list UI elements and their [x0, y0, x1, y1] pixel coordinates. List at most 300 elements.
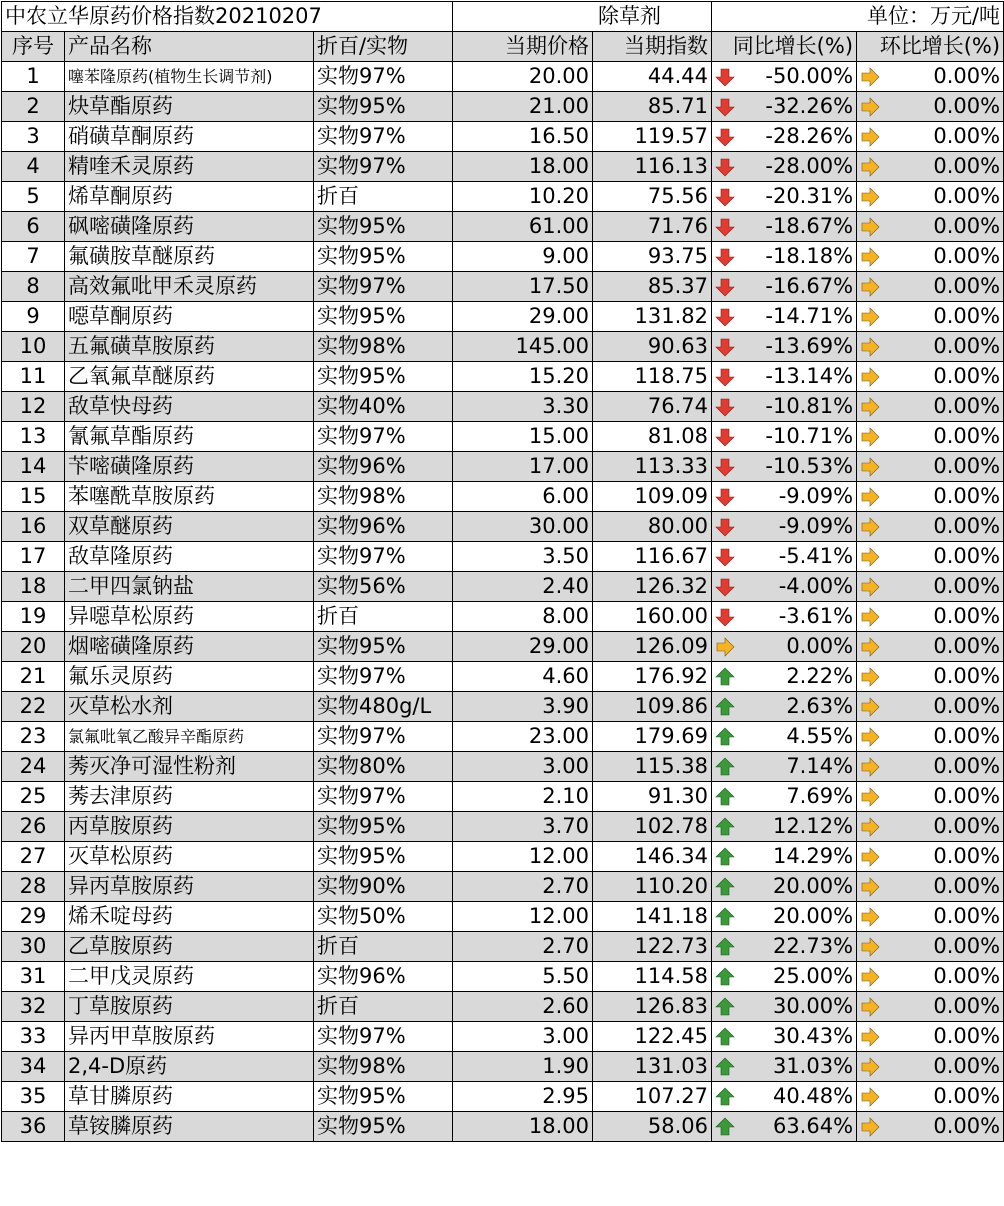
cell-mom: 0.00%: [857, 872, 1004, 902]
cell-mom: 0.00%: [857, 842, 1004, 872]
table-row: [2, 422, 1004, 452]
table-row: [2, 992, 1004, 1022]
arrow-right-icon: [860, 877, 880, 897]
arrow-right-icon: [860, 967, 880, 987]
cell-index: 44.44: [593, 62, 712, 92]
cell-spec: 实物95%: [314, 842, 453, 872]
header-row: [2, 32, 1004, 62]
cell-index: 91.30: [593, 782, 712, 812]
cell-product-name: 草甘膦原药: [65, 1082, 314, 1112]
arrow-up-icon: [715, 847, 735, 867]
cell-product-name: 丁草胺原药: [65, 992, 314, 1022]
cell-index: 141.18: [593, 902, 712, 932]
cell-index: 110.20: [593, 872, 712, 902]
cell-mom: 0.00%: [857, 422, 1004, 452]
cell-price: 3.00: [453, 1022, 593, 1052]
cell-no: 18: [2, 572, 65, 602]
cell-spec: 折百: [314, 602, 453, 632]
cell-product-name: 二甲戊灵原药: [65, 962, 314, 992]
table-row: [2, 92, 1004, 122]
cell-spec: 实物97%: [314, 722, 453, 752]
arrow-right-icon: [860, 637, 880, 657]
cell-yoy: -50.00%: [712, 62, 857, 92]
table-row: [2, 482, 1004, 512]
cell-yoy: 30.43%: [712, 1022, 857, 1052]
arrow-right-icon: [860, 1117, 880, 1137]
cell-price: 2.95: [453, 1082, 593, 1112]
arrow-up-icon: [715, 997, 735, 1017]
arrow-right-icon: [860, 247, 880, 267]
table-row: [2, 932, 1004, 962]
arrow-up-icon: [715, 877, 735, 897]
cell-no: 7: [2, 242, 65, 272]
cell-product-name: 草铵膦原药: [65, 1112, 314, 1142]
cell-price: 3.00: [453, 752, 593, 782]
table-row: [2, 302, 1004, 332]
table-title: 中农立华原药价格指数20210207: [2, 2, 453, 32]
cell-index: 176.92: [593, 662, 712, 692]
cell-spec: 实物96%: [314, 452, 453, 482]
arrow-right-icon: [860, 367, 880, 387]
cell-no: 17: [2, 542, 65, 572]
cell-index: 109.09: [593, 482, 712, 512]
cell-mom: 0.00%: [857, 662, 1004, 692]
cell-price: 3.50: [453, 542, 593, 572]
cell-price: 18.00: [453, 152, 593, 182]
cell-mom: 0.00%: [857, 212, 1004, 242]
cell-spec: 实物95%: [314, 302, 453, 332]
table-row: [2, 392, 1004, 422]
cell-product-name: 丙草胺原药: [65, 812, 314, 842]
arrow-right-icon: [860, 427, 880, 447]
cell-price: 15.20: [453, 362, 593, 392]
cell-no: 31: [2, 962, 65, 992]
cell-mom: 0.00%: [857, 362, 1004, 392]
arrow-right-icon: [860, 937, 880, 957]
cell-no: 20: [2, 632, 65, 662]
cell-product-name: 异丙甲草胺原药: [65, 1022, 314, 1052]
cell-spec: 折百: [314, 992, 453, 1022]
cell-mom: 0.00%: [857, 1112, 1004, 1142]
arrow-up-icon: [715, 1027, 735, 1047]
cell-product-name: 氟磺胺草醚原药: [65, 242, 314, 272]
arrow-right-icon: [860, 847, 880, 867]
cell-price: 17.00: [453, 452, 593, 482]
cell-index: 116.67: [593, 542, 712, 572]
cell-mom: 0.00%: [857, 962, 1004, 992]
table-row: [2, 452, 1004, 482]
unit-label: 单位：万元/吨: [712, 2, 1004, 32]
arrow-right-icon: [860, 67, 880, 87]
cell-yoy: -4.00%: [712, 572, 857, 602]
cell-no: 28: [2, 872, 65, 902]
cell-product-name: 烟嘧磺隆原药: [65, 632, 314, 662]
cell-product-name: 乙草胺原药: [65, 932, 314, 962]
cell-spec: 实物97%: [314, 542, 453, 572]
cell-spec: 实物95%: [314, 812, 453, 842]
arrow-right-icon: [860, 307, 880, 327]
arrow-right-icon: [860, 1027, 880, 1047]
cell-no: 36: [2, 1112, 65, 1142]
arrow-up-icon: [715, 697, 735, 717]
cell-no: 13: [2, 422, 65, 452]
cell-yoy: -5.41%: [712, 542, 857, 572]
cell-index: 122.45: [593, 1022, 712, 1052]
header-index: 当期指数: [593, 32, 712, 62]
arrow-right-icon: [860, 577, 880, 597]
arrow-down-icon: [715, 607, 735, 627]
cell-spec: 实物95%: [314, 242, 453, 272]
cell-mom: 0.00%: [857, 632, 1004, 662]
cell-price: 30.00: [453, 512, 593, 542]
arrow-down-icon: [715, 427, 735, 447]
cell-mom: 0.00%: [857, 122, 1004, 152]
cell-price: 2.40: [453, 572, 593, 602]
cell-no: 15: [2, 482, 65, 512]
cell-mom: 0.00%: [857, 392, 1004, 422]
cell-yoy: 4.55%: [712, 722, 857, 752]
cell-product-name: 苄嘧磺隆原药: [65, 452, 314, 482]
cell-spec: 实物98%: [314, 1052, 453, 1082]
table-row: [2, 122, 1004, 152]
cell-price: 5.50: [453, 962, 593, 992]
cell-product-name: 敌草隆原药: [65, 542, 314, 572]
cell-yoy: 7.69%: [712, 782, 857, 812]
cell-product-name: 莠灭净可湿性粉剂: [65, 752, 314, 782]
cell-index: 126.09: [593, 632, 712, 662]
cell-price: 6.00: [453, 482, 593, 512]
table-row: [2, 362, 1004, 392]
cell-product-name: 高效氟吡甲禾灵原药: [65, 272, 314, 302]
arrow-right-icon: [860, 727, 880, 747]
cell-no: 3: [2, 122, 65, 152]
cell-price: 2.70: [453, 872, 593, 902]
cell-index: 114.58: [593, 962, 712, 992]
table-row: [2, 512, 1004, 542]
cell-product-name: 苯噻酰草胺原药: [65, 482, 314, 512]
cell-yoy: -13.14%: [712, 362, 857, 392]
cell-price: 10.20: [453, 182, 593, 212]
table-row: [2, 152, 1004, 182]
cell-index: 75.56: [593, 182, 712, 212]
table-row: [2, 62, 1004, 92]
cell-no: 32: [2, 992, 65, 1022]
cell-index: 115.38: [593, 752, 712, 782]
cell-no: 12: [2, 392, 65, 422]
header-mom: 环比增长(%): [857, 32, 1004, 62]
cell-index: 160.00: [593, 602, 712, 632]
cell-price: 145.00: [453, 332, 593, 362]
table-row: [2, 722, 1004, 752]
table-row: [2, 782, 1004, 812]
cell-price: 4.60: [453, 662, 593, 692]
cell-yoy: -9.09%: [712, 512, 857, 542]
cell-product-name: 五氟磺草胺原药: [65, 332, 314, 362]
cell-price: 12.00: [453, 842, 593, 872]
header-name: 产品名称: [65, 32, 314, 62]
cell-yoy: 22.73%: [712, 932, 857, 962]
cell-mom: 0.00%: [857, 272, 1004, 302]
arrow-down-icon: [715, 127, 735, 147]
arrow-right-icon: [860, 517, 880, 537]
price-index-table: [1, 1, 1004, 1142]
table-body: [2, 62, 1004, 1142]
arrow-down-icon: [715, 397, 735, 417]
cell-product-name: 乙氧氟草醚原药: [65, 362, 314, 392]
arrow-right-icon: [860, 607, 880, 627]
header-price: 当期价格: [453, 32, 593, 62]
arrow-up-icon: [715, 907, 735, 927]
arrow-right-icon: [860, 997, 880, 1017]
cell-index: 71.76: [593, 212, 712, 242]
arrow-right-icon: [860, 487, 880, 507]
arrow-down-icon: [715, 307, 735, 327]
cell-index: 80.00: [593, 512, 712, 542]
cell-index: 113.33: [593, 452, 712, 482]
cell-mom: 0.00%: [857, 572, 1004, 602]
arrow-up-icon: [715, 787, 735, 807]
cell-spec: 实物95%: [314, 92, 453, 122]
cell-spec: 实物98%: [314, 482, 453, 512]
cell-product-name: 灭草松水剂: [65, 692, 314, 722]
cell-product-name: 双草醚原药: [65, 512, 314, 542]
arrow-up-icon: [715, 1117, 735, 1137]
arrow-down-icon: [715, 517, 735, 537]
cell-index: 126.83: [593, 992, 712, 1022]
cell-no: 16: [2, 512, 65, 542]
cell-mom: 0.00%: [857, 182, 1004, 212]
cell-mom: 0.00%: [857, 542, 1004, 572]
table-row: [2, 542, 1004, 572]
cell-mom: 0.00%: [857, 1022, 1004, 1052]
cell-spec: 折百: [314, 932, 453, 962]
cell-no: 14: [2, 452, 65, 482]
cell-price: 1.90: [453, 1052, 593, 1082]
cell-price: 3.30: [453, 392, 593, 422]
table-row: [2, 212, 1004, 242]
cell-index: 107.27: [593, 1082, 712, 1112]
cell-spec: 实物97%: [314, 272, 453, 302]
cell-no: 19: [2, 602, 65, 632]
cell-price: 2.70: [453, 932, 593, 962]
cell-mom: 0.00%: [857, 332, 1004, 362]
cell-spec: 实物90%: [314, 872, 453, 902]
arrow-right-icon: [860, 757, 880, 777]
arrow-down-icon: [715, 97, 735, 117]
cell-yoy: -28.26%: [712, 122, 857, 152]
arrow-right-icon: [860, 187, 880, 207]
cell-spec: 实物56%: [314, 572, 453, 602]
cell-spec: 实物97%: [314, 1022, 453, 1052]
cell-price: 21.00: [453, 92, 593, 122]
cell-index: 90.63: [593, 332, 712, 362]
table-row: [2, 812, 1004, 842]
arrow-down-icon: [715, 277, 735, 297]
cell-product-name: 氟乐灵原药: [65, 662, 314, 692]
cell-product-name: 氰氟草酯原药: [65, 422, 314, 452]
cell-mom: 0.00%: [857, 152, 1004, 182]
header-spec: 折百/实物: [314, 32, 453, 62]
cell-mom: 0.00%: [857, 902, 1004, 932]
table-row: [2, 572, 1004, 602]
cell-index: 131.82: [593, 302, 712, 332]
arrow-down-icon: [715, 577, 735, 597]
cell-no: 30: [2, 932, 65, 962]
cell-price: 2.10: [453, 782, 593, 812]
cell-mom: 0.00%: [857, 752, 1004, 782]
cell-no: 9: [2, 302, 65, 332]
cell-price: 15.00: [453, 422, 593, 452]
cell-spec: 实物97%: [314, 62, 453, 92]
table-row: [2, 332, 1004, 362]
cell-spec: 折百: [314, 182, 453, 212]
cell-index: 122.73: [593, 932, 712, 962]
cell-yoy: 20.00%: [712, 872, 857, 902]
cell-yoy: -9.09%: [712, 482, 857, 512]
cell-mom: 0.00%: [857, 992, 1004, 1022]
table-row: [2, 272, 1004, 302]
table-row: [2, 692, 1004, 722]
arrow-right-icon: [860, 337, 880, 357]
cell-product-name: 二甲四氯钠盐: [65, 572, 314, 602]
arrow-up-icon: [715, 1057, 735, 1077]
cell-no: 6: [2, 212, 65, 242]
cell-no: 33: [2, 1022, 65, 1052]
arrow-down-icon: [715, 157, 735, 177]
cell-index: 85.71: [593, 92, 712, 122]
cell-price: 17.50: [453, 272, 593, 302]
cell-spec: 实物480g/L: [314, 692, 453, 722]
cell-price: 23.00: [453, 722, 593, 752]
cell-spec: 实物97%: [314, 662, 453, 692]
table-row: [2, 752, 1004, 782]
cell-index: 126.32: [593, 572, 712, 602]
cell-spec: 实物97%: [314, 422, 453, 452]
cell-spec: 实物50%: [314, 902, 453, 932]
cell-price: 3.90: [453, 692, 593, 722]
cell-yoy: 20.00%: [712, 902, 857, 932]
arrow-right-icon: [860, 457, 880, 477]
table-row: [2, 962, 1004, 992]
table-row: [2, 1022, 1004, 1052]
cell-spec: 实物95%: [314, 362, 453, 392]
cell-no: 1: [2, 62, 65, 92]
cell-yoy: -28.00%: [712, 152, 857, 182]
arrow-down-icon: [715, 187, 735, 207]
table-row: [2, 632, 1004, 662]
cell-product-name: 莠去津原药: [65, 782, 314, 812]
cell-mom: 0.00%: [857, 692, 1004, 722]
cell-no: 2: [2, 92, 65, 122]
cell-yoy: 14.29%: [712, 842, 857, 872]
cell-no: 25: [2, 782, 65, 812]
cell-yoy: -32.26%: [712, 92, 857, 122]
cell-index: 146.34: [593, 842, 712, 872]
cell-price: 29.00: [453, 632, 593, 662]
cell-index: 76.74: [593, 392, 712, 422]
header-yoy: 同比增长(%): [712, 32, 857, 62]
cell-spec: 实物98%: [314, 332, 453, 362]
cell-index: 93.75: [593, 242, 712, 272]
cell-product-name: 精喹禾灵原药: [65, 152, 314, 182]
cell-price: 18.00: [453, 1112, 593, 1142]
cell-product-name: 噻苯隆原药(植物生长调节剂): [65, 62, 314, 92]
cell-yoy: -13.69%: [712, 332, 857, 362]
header-no: 序号: [2, 32, 65, 62]
table-row: [2, 872, 1004, 902]
table-row: [2, 662, 1004, 692]
cell-index: 119.57: [593, 122, 712, 152]
cell-product-name: 硝磺草酮原药: [65, 122, 314, 152]
arrow-down-icon: [715, 487, 735, 507]
cell-yoy: -3.61%: [712, 602, 857, 632]
arrow-up-icon: [715, 667, 735, 687]
cell-spec: 实物95%: [314, 1082, 453, 1112]
cell-product-name: 敌草快母药: [65, 392, 314, 422]
table-row: [2, 902, 1004, 932]
title-row: [2, 2, 1004, 32]
cell-no: 10: [2, 332, 65, 362]
cell-spec: 实物80%: [314, 752, 453, 782]
cell-spec: 实物97%: [314, 122, 453, 152]
cell-product-name: 烯禾啶母药: [65, 902, 314, 932]
cell-no: 8: [2, 272, 65, 302]
cell-product-name: 烯草酮原药: [65, 182, 314, 212]
cell-yoy: -20.31%: [712, 182, 857, 212]
arrow-right-icon: [860, 397, 880, 417]
arrow-right-icon: [860, 277, 880, 297]
cell-mom: 0.00%: [857, 242, 1004, 272]
cell-price: 29.00: [453, 302, 593, 332]
cell-spec: 实物97%: [314, 782, 453, 812]
cell-product-name: 炔草酯原药: [65, 92, 314, 122]
cell-index: 81.08: [593, 422, 712, 452]
cell-no: 22: [2, 692, 65, 722]
arrow-down-icon: [715, 367, 735, 387]
cell-spec: 实物96%: [314, 962, 453, 992]
arrow-right-icon: [860, 1057, 880, 1077]
arrow-up-icon: [715, 967, 735, 987]
category-label: 除草剂: [453, 2, 712, 32]
table-row: [2, 842, 1004, 872]
arrow-down-icon: [715, 457, 735, 477]
cell-product-name: 2,4-D原药: [65, 1052, 314, 1082]
cell-no: 23: [2, 722, 65, 752]
cell-index: 116.13: [593, 152, 712, 182]
arrow-right-icon: [860, 217, 880, 237]
cell-no: 27: [2, 842, 65, 872]
arrow-right-icon: [860, 817, 880, 837]
table-row: [2, 1082, 1004, 1112]
cell-mom: 0.00%: [857, 782, 1004, 812]
cell-yoy: 7.14%: [712, 752, 857, 782]
cell-no: 35: [2, 1082, 65, 1112]
cell-price: 2.60: [453, 992, 593, 1022]
arrow-up-icon: [715, 817, 735, 837]
arrow-right-icon: [715, 637, 735, 657]
cell-mom: 0.00%: [857, 92, 1004, 122]
cell-mom: 0.00%: [857, 512, 1004, 542]
cell-index: 58.06: [593, 1112, 712, 1142]
cell-mom: 0.00%: [857, 482, 1004, 512]
cell-spec: 实物97%: [314, 152, 453, 182]
cell-no: 24: [2, 752, 65, 782]
cell-no: 5: [2, 182, 65, 212]
cell-yoy: -14.71%: [712, 302, 857, 332]
cell-price: 16.50: [453, 122, 593, 152]
cell-price: 12.00: [453, 902, 593, 932]
table-row: [2, 182, 1004, 212]
